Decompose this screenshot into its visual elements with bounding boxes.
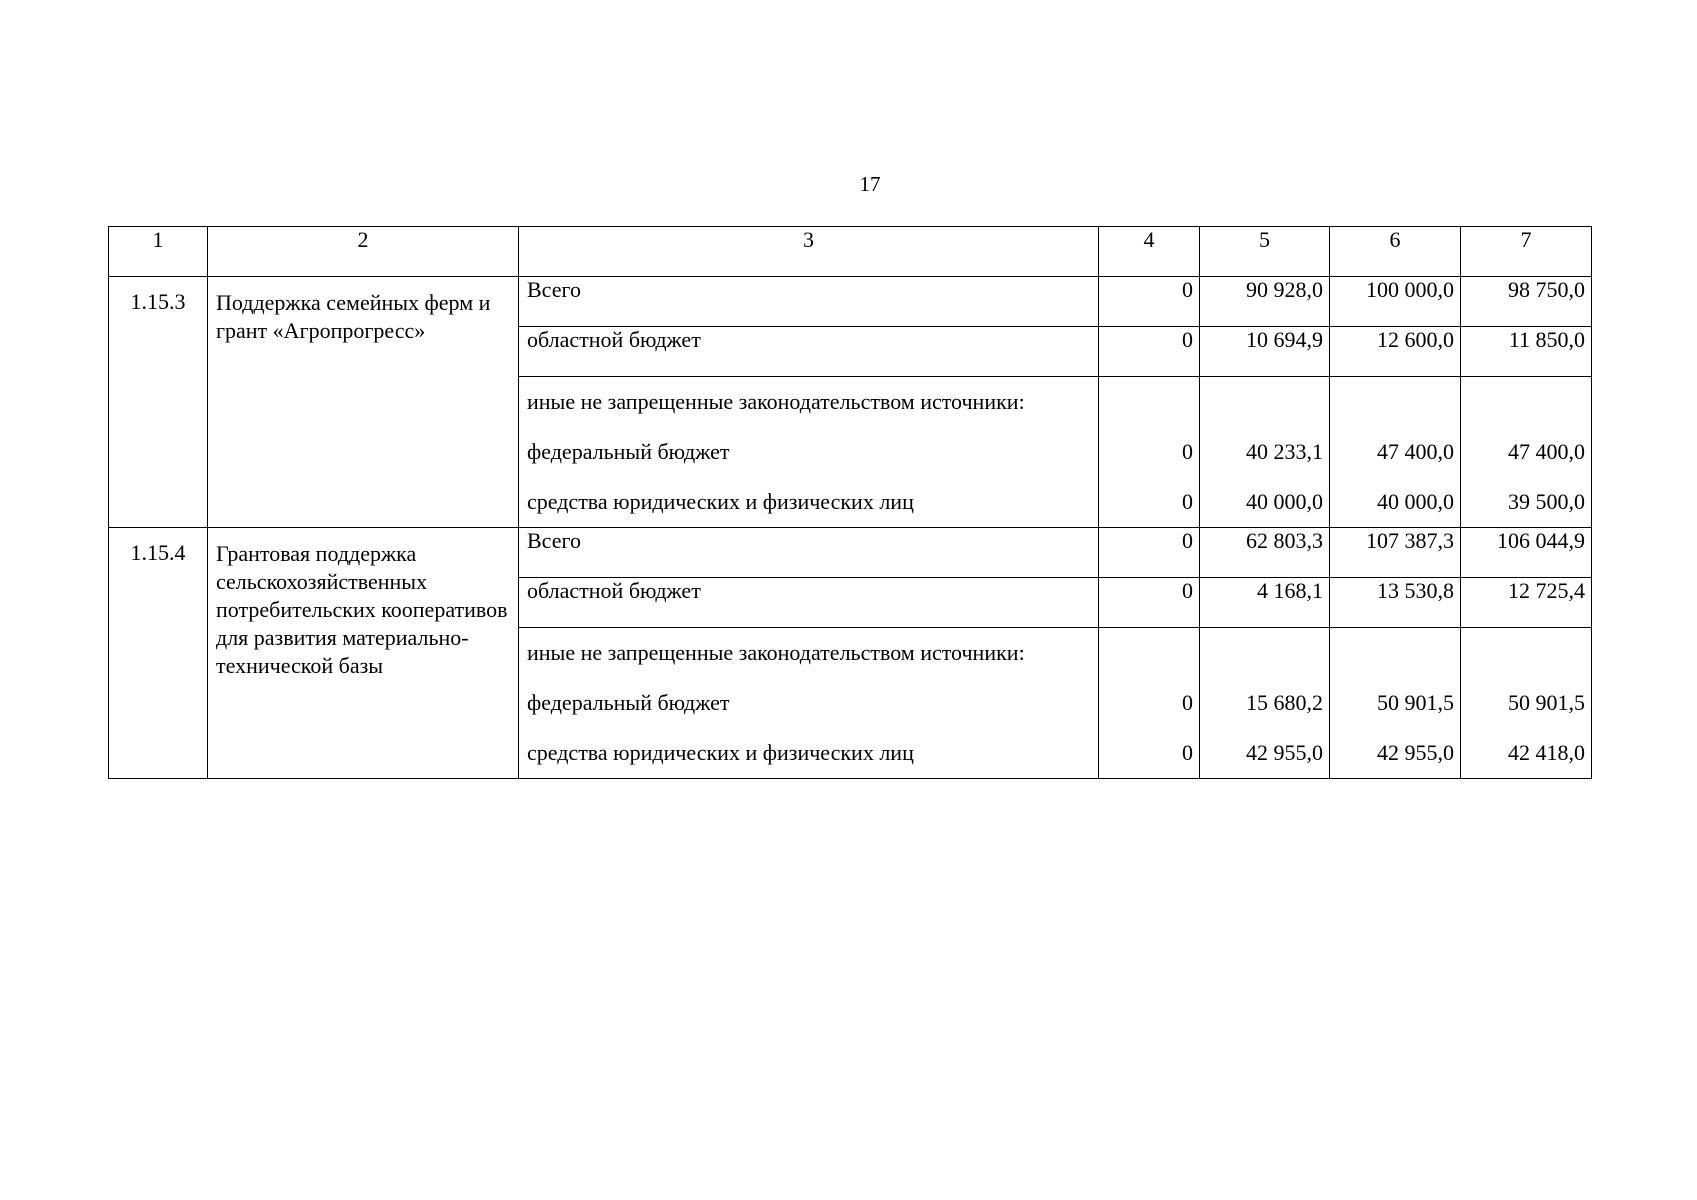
value-cell: 0 <box>1099 327 1200 377</box>
budget-table <box>108 226 1592 779</box>
value-stack <box>1461 377 1592 528</box>
table-row <box>109 528 1592 578</box>
value-cell: 39 500,0 <box>1508 489 1585 514</box>
table-header-row <box>109 227 1592 277</box>
value-cell: 42 955,0 <box>1377 740 1454 765</box>
value-cell: 90 928,0 <box>1200 277 1330 327</box>
item-name: Поддержка семейных ферм и грант «Агропрогресс» <box>208 277 519 528</box>
value-cell: 50 901,5 <box>1508 690 1585 715</box>
value-cell: 62 803,3 <box>1200 528 1330 578</box>
value-cell: 10 694,9 <box>1200 327 1330 377</box>
value-stack <box>1330 377 1461 528</box>
value-cell: 0 <box>1182 690 1193 715</box>
value-cell: 0 <box>1182 439 1193 464</box>
column-header: 1 <box>109 227 208 277</box>
value-cell: 47 400,0 <box>1377 439 1454 464</box>
page-number: 17 <box>859 172 881 196</box>
value-cell: 107 387,3 <box>1330 528 1461 578</box>
value-cell: 98 750,0 <box>1461 277 1592 327</box>
value-cell: 0 <box>1099 277 1200 327</box>
value-stack <box>1200 628 1330 779</box>
table-row <box>109 277 1592 327</box>
source-label: Всего <box>519 277 1099 327</box>
source-label: иные не запрещенные законодательством источники: <box>527 389 1025 414</box>
value-cell: 42 418,0 <box>1508 740 1585 765</box>
source-label: средства юридических и физических лиц <box>527 740 914 765</box>
source-label: Всего <box>519 528 1099 578</box>
source-label: федеральный бюджет <box>527 690 730 715</box>
value-cell: 40 000,0 <box>1246 489 1323 514</box>
value-cell: 12 600,0 <box>1330 327 1461 377</box>
column-header: 5 <box>1200 227 1330 277</box>
item-name: Грантовая поддержка сельскохозяйственных потребительских кооперативов для развития материально-технической базы <box>208 528 519 779</box>
value-cell: 4 168,1 <box>1200 578 1330 628</box>
source-label: областной бюджет <box>519 578 1099 628</box>
value-cell: 42 955,0 <box>1246 740 1323 765</box>
value-cell: 13 530,8 <box>1330 578 1461 628</box>
value-cell: 40 000,0 <box>1377 489 1454 514</box>
value-cell: 0 <box>1099 578 1200 628</box>
column-header: 7 <box>1461 227 1592 277</box>
value-cell: 11 850,0 <box>1461 327 1592 377</box>
value-cell: 0 <box>1182 740 1193 765</box>
value-stack <box>1330 628 1461 779</box>
value-cell: 0 <box>1099 528 1200 578</box>
source-label: федеральный бюджет <box>527 439 730 464</box>
value-cell: 15 680,2 <box>1246 690 1323 715</box>
source-stack <box>519 628 1099 779</box>
value-stack <box>1200 377 1330 528</box>
source-label: средства юридических и физических лиц <box>527 489 914 514</box>
value-cell: 12 725,4 <box>1461 578 1592 628</box>
column-header: 4 <box>1099 227 1200 277</box>
source-stack <box>519 377 1099 528</box>
value-cell: 50 901,5 <box>1377 690 1454 715</box>
value-cell: 40 233,1 <box>1246 439 1323 464</box>
source-label: областной бюджет <box>519 327 1099 377</box>
source-label: иные не запрещенные законодательством источники: <box>527 640 1025 665</box>
value-cell: 0 <box>1182 489 1193 514</box>
value-stack <box>1461 628 1592 779</box>
item-number: 1.15.4 <box>109 528 208 779</box>
value-stack <box>1099 628 1200 779</box>
value-cell: 47 400,0 <box>1508 439 1585 464</box>
item-number: 1.15.3 <box>109 277 208 528</box>
value-cell: 106 044,9 <box>1461 528 1592 578</box>
value-stack <box>1099 377 1200 528</box>
column-header: 6 <box>1330 227 1461 277</box>
column-header: 2 <box>208 227 519 277</box>
value-cell: 100 000,0 <box>1330 277 1461 327</box>
column-header: 3 <box>519 227 1099 277</box>
